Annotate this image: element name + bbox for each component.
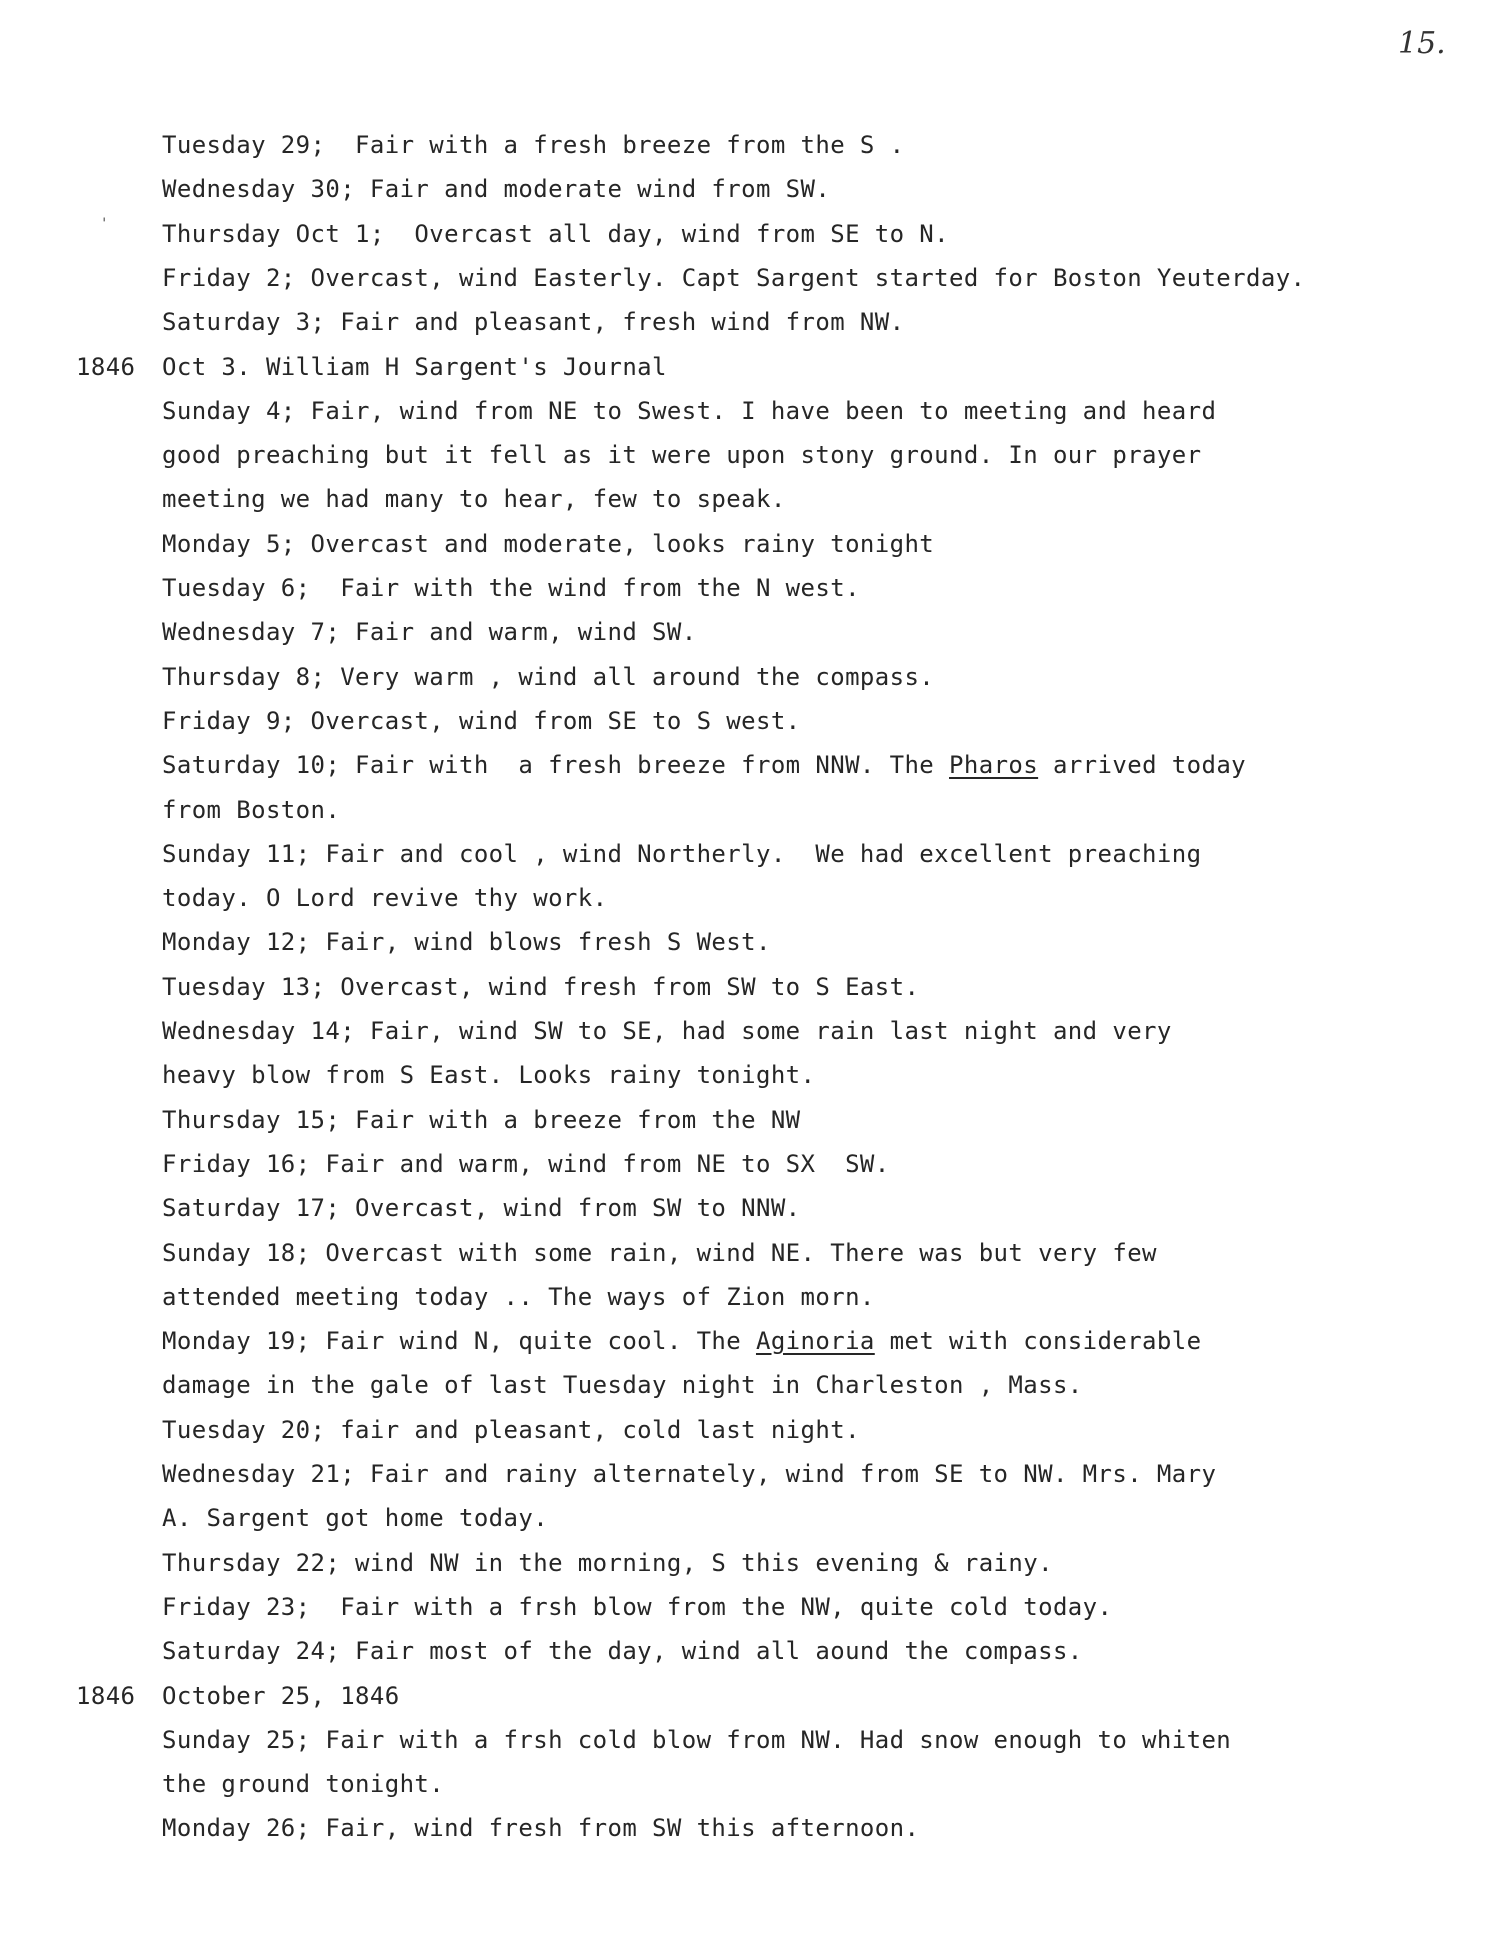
journal-line: Monday 26; Fair, wind fresh from SW this afternoon. [162, 1814, 920, 1842]
margin-year: 1846 [76, 353, 136, 381]
journal-line: Wednesday 21; Fair and rainy alternately, wind from SE to NW. Mrs. Mary [162, 1460, 1217, 1488]
journal-line: Sunday 25; Fair with a frsh cold blow from NW. Had snow enough to whiten [162, 1726, 1232, 1754]
journal-line: Monday 12; Fair, wind blows fresh S West. [162, 928, 771, 956]
journal-line: Tuesday 29; Fair with a fresh breeze from the S . [162, 131, 905, 159]
journal-line: Thursday 15; Fair with a breeze from the NW [162, 1106, 801, 1134]
journal-line: Friday 9; Overcast, wind from SE to S west. [162, 707, 801, 735]
journal-line: meeting we had many to hear, few to speak. [162, 485, 786, 513]
journal-line: Thursday 22; wind NW in the morning, S this evening & rainy. [162, 1549, 1053, 1577]
margin-year: 1846 [76, 1682, 136, 1710]
journal-line: Friday 16; Fair and warm, wind from NE to SX SW. [162, 1150, 890, 1178]
journal-line: Tuesday 20; fair and pleasant, cold last night. [162, 1416, 860, 1444]
journal-line: Friday 2; Overcast, wind Easterly. Capt Sargent started for Boston Yeuterday. [162, 264, 1306, 292]
journal-line: the ground tonight. [162, 1770, 445, 1798]
journal-line: Wednesday 30; Fair and moderate wind from SW. [162, 175, 831, 203]
journal-line: Saturday 24; Fair most of the day, wind all aound the compass. [162, 1637, 1083, 1665]
ship-name: Pharos [949, 751, 1039, 779]
journal-line: Sunday 4; Fair, wind from NE to Swest. I have been to meeting and heard [162, 397, 1217, 425]
page-number: 15. [1398, 26, 1446, 61]
journal-line: Tuesday 13; Overcast, wind fresh from SW to S East. [162, 973, 920, 1001]
journal-line: Monday 5; Overcast and moderate, looks rainy tonight [162, 530, 935, 558]
journal-line: A. Sargent got home today. [162, 1504, 549, 1532]
journal-line: today. O Lord revive thy work. [162, 884, 608, 912]
ship-name: Aginoria [755, 1327, 875, 1355]
journal-line: Thursday 8; Very warm , wind all around the compass. [162, 663, 935, 691]
journal-line: Saturday 10; Fair with a fresh breeze from NNW. The Pharos arrived today [162, 751, 1247, 779]
journal-line: heavy blow from S East. Looks rainy tonight. [162, 1061, 816, 1089]
journal-line: Thursday Oct 1; Overcast all day, wind from SE to N. [162, 220, 950, 248]
journal-line: Wednesday 14; Fair, wind SW to SE, had some rain last night and very [162, 1017, 1172, 1045]
journal-line: Wednesday 7; Fair and warm, wind SW. [162, 618, 697, 646]
journal-line: damage in the gale of last Tuesday night in Charleston , Mass. [162, 1371, 1083, 1399]
journal-line: Monday 19; Fair wind N, quite cool. The Aginoria met with considerable [162, 1327, 1202, 1355]
journal-line: from Boston. [162, 796, 341, 824]
journal-line: Tuesday 6; Fair with the wind from the N west. [162, 574, 860, 602]
journal-line: October 25, 1846 [162, 1682, 400, 1710]
journal-line: Sunday 11; Fair and cool , wind Northerly. We had excellent preaching [162, 840, 1202, 868]
journal-line: good preaching but it fell as it were upon stony ground. In our prayer [162, 441, 1202, 469]
journal-line: Sunday 18; Overcast with some rain, wind NE. There was but very few [162, 1239, 1157, 1267]
journal-line: attended meeting today .. The ways of Zion morn. [162, 1283, 875, 1311]
margin-mark: ' [100, 216, 109, 232]
journal-line: Saturday 3; Fair and pleasant, fresh wind from NW. [162, 308, 905, 336]
journal-line: Oct 3. William H Sargent's Journal [162, 353, 667, 381]
journal-line: Saturday 17; Overcast, wind from SW to NNW. [162, 1194, 801, 1222]
journal-line: Friday 23; Fair with a frsh blow from the NW, quite cold today. [162, 1593, 1113, 1621]
